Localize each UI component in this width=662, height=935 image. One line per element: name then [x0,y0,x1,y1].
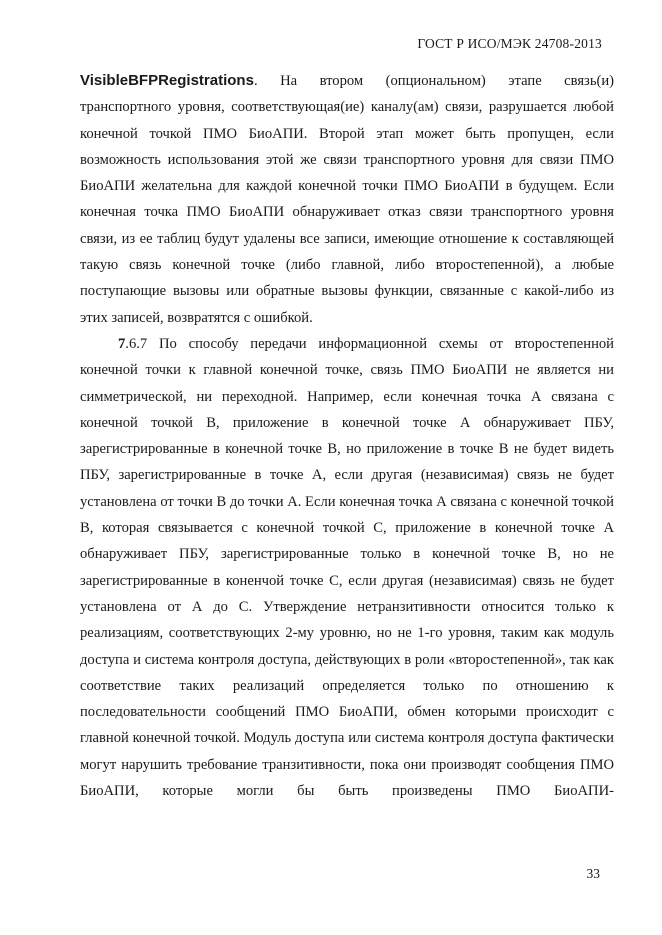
paragraph-2-text: По способу передачи информационной схемы от второстепенной конечной точки к главной конечной точке, связь ПМО БиоАПИ не является ни симметрической, ни переходной. Например, если конечная точка А связана с конечной точкой В, приложение в конечной точке А обнаруживает ПБУ, зарегистрированные в конечной точке В, но приложение в точке В не будет видеть ПБУ, зарегистрированные в точке А, если другая (независимая) связь не будет установлена от точки В до точки А. Если конечная точка А связана с конечной точкой В, которая связывается с конечной точкой С, приложение в конечной точке А обнаруживает ПБУ, зарегистрированные только в конечной точке В, но не зарегистрированные в коненчой точке С, если другая (независимая) связь не будет установлена от А до С. Утверждение нетранзитивности относится только к реализациям, соответствующих 2-му уровню, но не 1-го уровня, таким как модуль доступа и система контроля доступа, действующих в роли «второстепенной», так как соответствие таких реализаций определяется только по отношению к последовательности сообщений ПМО БиоАПИ, обмен которыми происходит с главной конечной точкой. Модуль доступа или система контроля доступа фактически могут нарушить требование транзитивности, пока они производят сообщения ПМО БиоАПИ, которые могли бы быть произведены ПМО БиоАПИ- [80,335,614,800]
paragraph-1 [80,68,614,331]
term-visible-bfp-registrations: VisibleBFPRegistrations [80,72,254,89]
document-standard-header: ГОСТ Р ИСО/МЭК 24708-2013 [417,36,602,51]
page-number: 33 [586,866,600,881]
section-number-major: 7 [118,335,126,352]
paragraph-2 [80,331,614,804]
document-body [80,68,614,804]
section-number-minor: .6.7 [125,335,148,352]
paragraph-1-text: . На втором (опциональном) этапе связь(и) транспортного уровня, соответствующая(ие) каналу(ам) связи, разрушается любой конечной точкой ПМО БиоАПИ. Второй этап может быть пропущен, если возможность использования этой же связи транспортного уровня для связи ПМО БиоАПИ желательна для каждой конечной точки ПМО БиоАПИ в будущем. Если конечная точка ПМО БиоАПИ обнаруживает отказ связи транспортного уровня связи, из ее таблиц будут удалены все записи, имеющие отношение к составляющей такую связь конечной точке (либо главной, либо второстепенной), а любые поступающие вызовы или обратные вызовы функции, связанные с какой-либо из этих записей, возвратятся с ошибкой. [80,73,614,326]
